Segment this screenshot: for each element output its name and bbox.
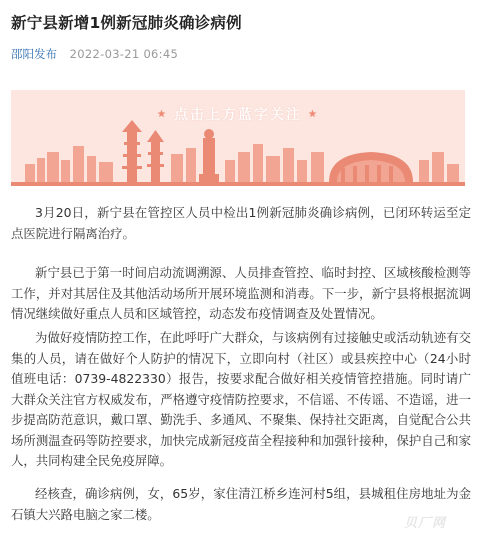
source-account-link[interactable]: 邵阳发布 — [11, 47, 57, 61]
star-icon: ★ — [157, 109, 168, 120]
paragraph-4: 经核查，确诊病例，女，65岁，家住清江桥乡连河村5组，县城租住房地址为金石镇大兴路电脑之家二楼。 — [11, 486, 471, 522]
city-skyline-illustration — [11, 90, 465, 186]
article-title: 新宁县新增1例新冠肺炎确诊病例 — [11, 14, 242, 32]
paragraph-1: 3月20日，新宁县在管控区人员中检出1例新冠肺炎确诊病例，已闭环转运至定点医院进行隔离治疗。 — [11, 205, 471, 241]
follow-banner[interactable] — [11, 90, 465, 186]
next-paragraph-fragment — [40, 536, 120, 545]
paragraph-2: 新宁县已于第一时间启动流调溯源、人员排查管控、临时封控、区域核酸检测等工作，并对其居住及其他活动场所开展环境监测和消毒。下一步，新宁县将根据流调情况继续做好重点人员和区域管控，动态发布疫情调查及处置情况。 — [11, 265, 471, 321]
publish-time: 2022-03-21 06:45 — [69, 47, 179, 61]
article-meta — [11, 45, 178, 63]
banner-text: 点击上方蓝字关注 — [174, 107, 302, 123]
star-icon: ★ — [308, 109, 319, 120]
site-watermark: 贝厂网 — [404, 516, 447, 531]
paragraph-3: 为做好疫情防控工作，在此呼吁广大群众，与该病例有过接触史或活动轨迹有交集的人员，请在做好个人防护的情况下，立即向村（社区）或县疾控中心（24小时值班电话：0739-4822330）报告，按要求配合做好相关疫情管控措施。同时请广大群众关注官方权威发布，严格遵守疫情防控要求，不信谣、不传谣、不造谣，进一步提高防范意识，戴口罩、勤洗手、多通风、不聚集、保持社交距离，自觉配合公共场所测温查码等防控要求，加快完成新冠疫苗全程接种和加强针接种，保护自己和家人，共同构建全民免疫屏障。 — [11, 330, 471, 468]
